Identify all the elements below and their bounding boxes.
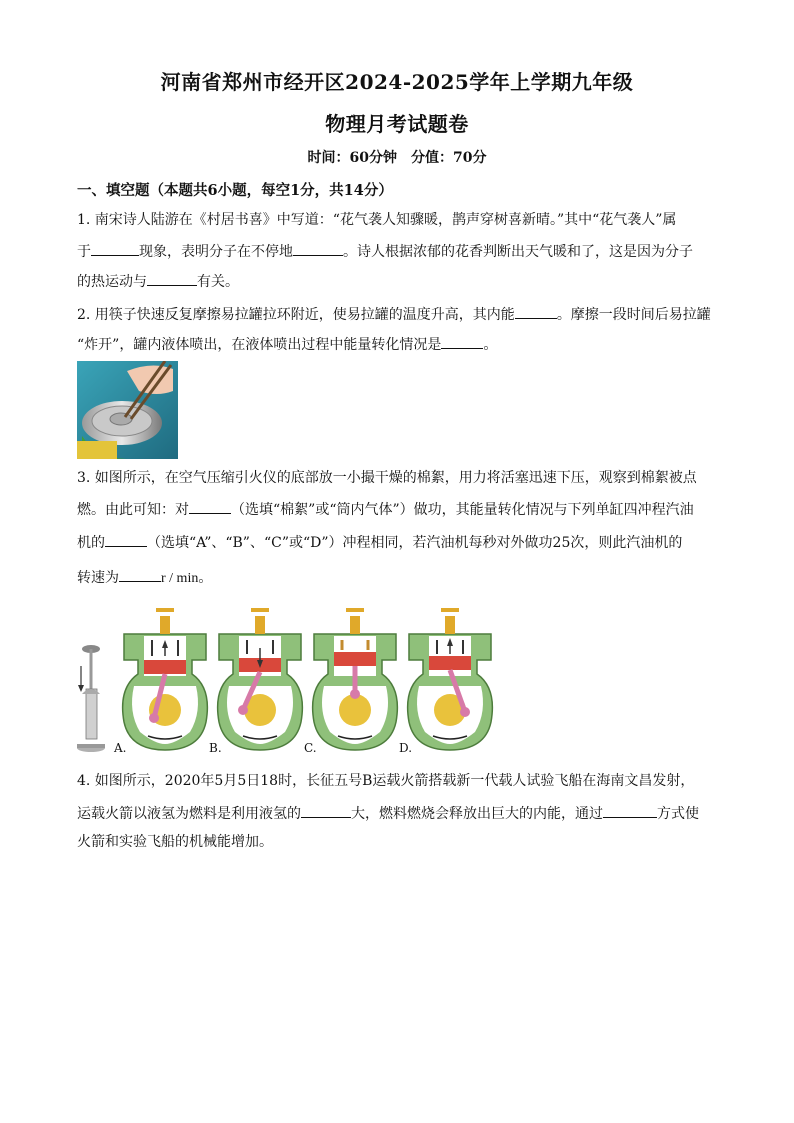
q4-text-a: 运载火箭以液氢为燃料是利用液氢的 [77,806,301,822]
q3-line1: 3. 如图所示，在空气压缩引火仪的底部放一小撮干燥的棉絮，用力将活塞迅速下压，观察到棉絮被点 [77,470,697,486]
air-compression-igniter [77,645,105,752]
q3-unit: r / min [161,571,199,586]
q2-text-a: 2. 用筷子快速反复摩擦易拉罐拉环附近，使易拉罐的温度升高，其内能 [77,307,515,323]
engine-stroke-c [304,608,397,755]
q3-blank-3[interactable] [119,567,161,582]
q3-blank-2[interactable] [105,532,147,547]
q4-blank-2[interactable] [603,803,657,818]
engine-stroke-b [209,608,302,755]
label-d: D. [399,741,413,755]
label-a: A. [114,741,127,755]
q2-text-d: 。 [483,337,498,353]
q2-blank-2[interactable] [441,334,483,349]
q2-line1 [77,304,711,324]
engine-figure [72,604,502,756]
q1-blank-3[interactable] [147,271,197,286]
q3-line4 [77,567,212,588]
q1-text-c: 。诗人根据浓郁的花香判断出天气暖和了，这是因为分子 [343,244,693,260]
q1-text-e: 有关。 [197,274,239,290]
q1-blank-2[interactable] [293,241,343,256]
soda-can-image [77,361,178,459]
q3-text-a: 燃。由此可知：对 [77,502,189,518]
q4-text-c: 方式使 [657,806,699,822]
q1-text-d: 的热运动与 [77,274,147,290]
q1-blank-1[interactable] [91,241,139,256]
q3-line2 [77,499,694,519]
q3-text-b: （选填“棉絮”或“筒内气体”）做功，其能量转化情况与下列单缸四冲程汽油 [231,502,694,518]
q3-text-f: 。 [198,570,213,586]
q2-line2 [77,334,497,354]
q1-text-a: 于 [77,244,91,260]
q3-text-e: 转速为 [77,570,119,586]
label-c: C. [304,741,317,755]
q1-line3 [77,271,239,291]
engine-figure-svg [72,604,502,756]
engine-stroke-d [399,608,492,755]
exam-info: 时间：60分钟 分值：70分 [307,150,487,166]
q2-blank-1[interactable] [515,304,557,319]
q3-text-d: （选填“A”、“B”、“C”或“D”）冲程相同，若汽油机每秒对外做功25次，则此汽油机的 [147,535,683,551]
q1-line2 [77,241,693,261]
q1-line1: 1. 南宋诗人陆游在《村居书喜》中写道：“花气袭人知骤暖，鹊声穿树喜新晴。”其中“花气袭人”属 [77,212,677,228]
q2-text-b: 。摩擦一段时间后易拉罐 [556,307,711,323]
can-photo [77,361,178,459]
q4-line2 [77,803,699,823]
label-b: B. [209,741,222,755]
q2-text-c: “炸开”，罐内液体喷出，在液体喷出过程中能量转化情况是 [77,337,442,353]
q3-line3 [77,532,682,552]
exam-title-line2: 物理月考试题卷 [325,112,469,136]
q1-text-b: 现象，表明分子在不停地 [139,244,293,260]
engine-stroke-a [113,608,207,755]
q4-line1: 4. 如图所示，2020年5月5日18时，长征五号B运载火箭搭载新一代载人试验飞船在海南文昌发射， [77,773,695,789]
q4-line3: 火箭和实验飞船的机械能增加。 [77,834,273,850]
q3-blank-1[interactable] [189,499,231,514]
section-heading: 一、填空题（本题共6小题，每空1分，共14分） [77,182,393,199]
q4-text-b: 大，燃料燃烧会释放出巨大的内能，通过 [351,806,603,822]
q3-text-c: 机的 [77,535,105,551]
exam-title-line1: 河南省郑州市经开区2024-2025学年上学期九年级 [160,70,634,94]
q4-blank-1[interactable] [301,803,351,818]
